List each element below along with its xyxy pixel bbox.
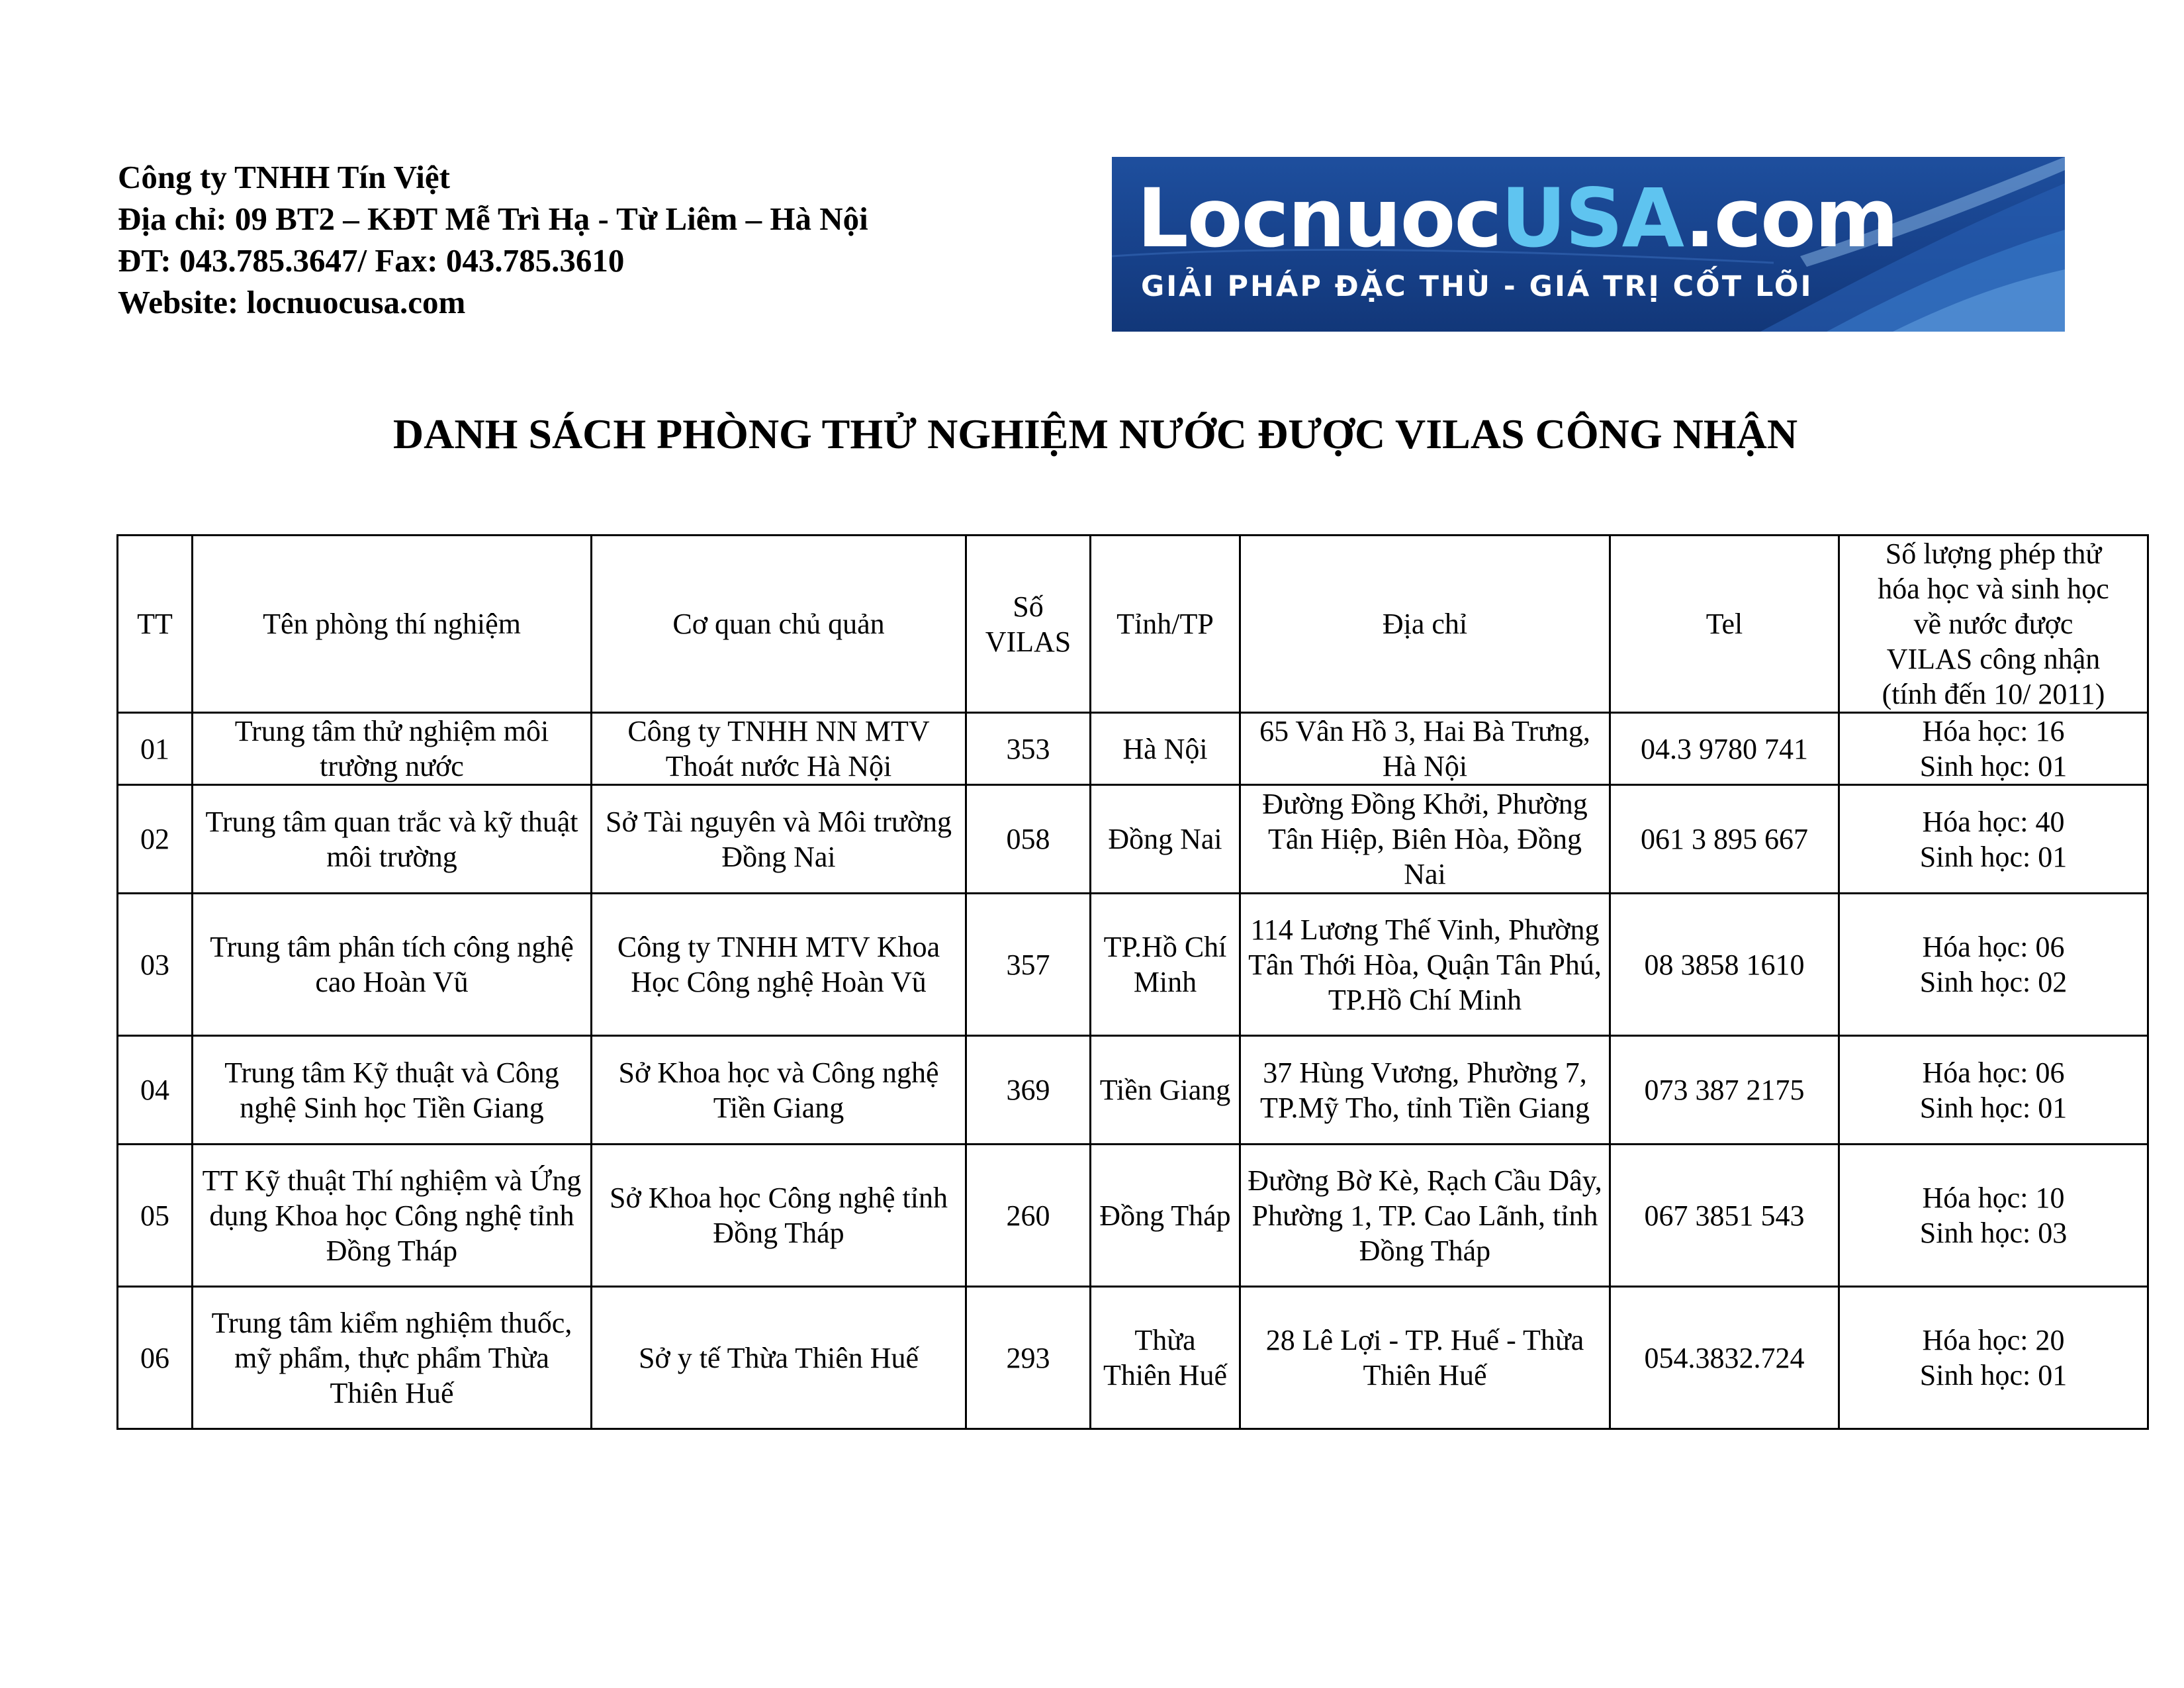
cell-agency: Sở Khoa học và Công nghệ Tiền Giang xyxy=(592,1036,966,1145)
cell-bio-count: Sinh học: 01 xyxy=(1919,750,2068,782)
cell-test-count xyxy=(1839,713,2148,785)
company-website: Website: locnuocusa.com xyxy=(118,284,466,320)
cell-vilas: 357 xyxy=(966,894,1091,1036)
cell-tt: 03 xyxy=(118,894,193,1036)
document-title: DANH SÁCH PHÒNG THỬ NGHIỆM NƯỚC ĐƯỢC VILAS CÔNG NHẬN xyxy=(392,410,1798,457)
cell-province: Thừa Thiên Huế xyxy=(1091,1287,1240,1429)
cell-bio-count: Sinh học: 01 xyxy=(1919,1091,2068,1124)
cell-province: Đồng Nai xyxy=(1091,785,1240,894)
cell-test-count xyxy=(1839,894,2148,1036)
cell-vilas: 260 xyxy=(966,1145,1091,1287)
cell-tt: 06 xyxy=(118,1287,193,1429)
cell-province: Tiền Giang xyxy=(1091,1036,1240,1145)
header-count-line-4: VILAS công nhận xyxy=(1886,643,2101,675)
header-vilas-number xyxy=(966,536,1091,713)
header-address: Địa chỉ xyxy=(1240,536,1610,713)
cell-vilas: 293 xyxy=(966,1287,1091,1429)
header-tt: TT xyxy=(118,536,193,713)
cell-tt: 04 xyxy=(118,1036,193,1145)
cell-bio-count: Sinh học: 02 xyxy=(1919,966,2068,998)
cell-agency: Công ty TNHH NN MTV Thoát nước Hà Nội xyxy=(592,713,966,785)
cell-tel: 061 3 895 667 xyxy=(1610,785,1839,894)
cell-vilas: 369 xyxy=(966,1036,1091,1145)
table-row xyxy=(118,785,2148,894)
table-row xyxy=(118,713,2148,785)
header-tel: Tel xyxy=(1610,536,1839,713)
header-vilas-line-2: VILAS xyxy=(985,625,1071,658)
company-phone-fax: ĐT: 043.785.3647/ Fax: 043.785.3610 xyxy=(118,242,625,279)
logo-tagline: GIẢI PHÁP ĐẶC THÙ - GIÁ TRỊ CỐT LÕI xyxy=(1141,270,1813,303)
cell-chem-count: Hóa học: 40 xyxy=(1922,805,2065,838)
cell-agency: Sở Tài nguyên và Môi trường Đồng Nai xyxy=(592,785,966,894)
cell-bio-count: Sinh học: 01 xyxy=(1919,1359,2068,1391)
cell-lab-name: Trung tâm thử nghiệm môi trường nước xyxy=(193,713,592,785)
cell-address: 28 Lê Lợi - TP. Huế - Thừa Thiên Huế xyxy=(1240,1287,1610,1429)
cell-test-count xyxy=(1839,1036,2148,1145)
table-header-row xyxy=(118,536,2148,713)
header-province: Tỉnh/TP xyxy=(1091,536,1240,713)
cell-lab-name: Trung tâm kiểm nghiệm thuốc, mỹ phẩm, thực phẩm Thừa Thiên Huế xyxy=(193,1287,592,1429)
logo-wordmark-locnuoc: Locnuoc xyxy=(1137,171,1501,265)
cell-tt: 01 xyxy=(118,713,193,785)
cell-tt: 02 xyxy=(118,785,193,894)
cell-address: 65 Vân Hồ 3, Hai Bà Trưng, Hà Nội xyxy=(1240,713,1610,785)
cell-lab-name: Trung tâm Kỹ thuật và Công nghệ Sinh học Tiền Giang xyxy=(193,1036,592,1145)
table-row xyxy=(118,1287,2148,1429)
header-count-line-2: hóa học và sinh học xyxy=(1878,573,2109,605)
cell-chem-count: Hóa học: 10 xyxy=(1922,1182,2065,1214)
cell-chem-count: Hóa học: 16 xyxy=(1922,715,2065,747)
cell-tt: 05 xyxy=(118,1145,193,1287)
cell-vilas: 353 xyxy=(966,713,1091,785)
cell-chem-count: Hóa học: 06 xyxy=(1922,931,2065,963)
cell-tel: 067 3851 543 xyxy=(1610,1145,1839,1287)
company-name: Công ty TNHH Tín Việt xyxy=(118,159,450,195)
cell-address: 37 Hùng Vương, Phường 7, TP.Mỹ Tho, tỉnh Tiền Giang xyxy=(1240,1036,1610,1145)
cell-bio-count: Sinh học: 03 xyxy=(1919,1217,2068,1249)
lab-table xyxy=(116,534,2149,1430)
cell-address: 114 Lương Thế Vinh, Phường Tân Thới Hòa, Quận Tân Phú, TP.Hồ Chí Minh xyxy=(1240,894,1610,1036)
cell-agency: Công ty TNHH MTV Khoa Học Công nghệ Hoàn Vũ xyxy=(592,894,966,1036)
cell-tel: 073 387 2175 xyxy=(1610,1036,1839,1145)
cell-chem-count: Hóa học: 06 xyxy=(1922,1056,2065,1089)
cell-agency: Sở Khoa học Công nghệ tỉnh Đồng Tháp xyxy=(592,1145,966,1287)
company-logo xyxy=(1112,157,2065,332)
header-vilas-line-1: Số xyxy=(1013,590,1044,623)
company-info xyxy=(118,156,1044,323)
cell-address: Đường Đồng Khởi, Phường Tân Hiệp, Biên Hòa, Đồng Nai xyxy=(1240,785,1610,894)
cell-lab-name: TT Kỹ thuật Thí nghiệm và Ứng dụng Khoa học Công nghệ tỉnh Đồng Tháp xyxy=(193,1145,592,1287)
cell-tel: 08 3858 1610 xyxy=(1610,894,1839,1036)
cell-test-count xyxy=(1839,785,2148,894)
logo-wordmark xyxy=(1137,169,1897,268)
cell-chem-count: Hóa học: 20 xyxy=(1922,1324,2065,1356)
cell-lab-name: Trung tâm quan trắc và kỹ thuật môi trường xyxy=(193,785,592,894)
cell-province: Đồng Tháp xyxy=(1091,1145,1240,1287)
header-lab-name: Tên phòng thí nghiệm xyxy=(193,536,592,713)
cell-vilas: 058 xyxy=(966,785,1091,894)
cell-test-count xyxy=(1839,1145,2148,1287)
cell-bio-count: Sinh học: 01 xyxy=(1919,840,2068,873)
logo-wordmark-usa: USA xyxy=(1500,171,1685,265)
cell-lab-name: Trung tâm phân tích công nghệ cao Hoàn Vũ xyxy=(193,894,592,1036)
cell-tel: 054.3832.724 xyxy=(1610,1287,1839,1429)
cell-test-count xyxy=(1839,1287,2148,1429)
header-agency: Cơ quan chủ quản xyxy=(592,536,966,713)
cell-address: Đường Bờ Kè, Rạch Cầu Dây, Phường 1, TP. Cao Lãnh, tỉnh Đồng Tháp xyxy=(1240,1145,1610,1287)
table-row xyxy=(118,1036,2148,1145)
header-count-line-3: về nước được xyxy=(1913,608,2073,640)
header-test-count xyxy=(1839,536,2148,713)
cell-agency: Sở y tế Thừa Thiên Huế xyxy=(592,1287,966,1429)
logo-wordmark-dotcom: .com xyxy=(1684,171,1897,265)
cell-province: TP.Hồ Chí Minh xyxy=(1091,894,1240,1036)
header-count-line-1: Số lượng phép thử xyxy=(1885,538,2102,570)
table-row xyxy=(118,1145,2148,1287)
cell-province: Hà Nội xyxy=(1091,713,1240,785)
header-count-line-5: (tính đến 10/ 2011) xyxy=(1882,678,2105,710)
company-address: Địa chỉ: 09 BT2 – KĐT Mễ Trì Hạ - Từ Liêm – Hà Nội xyxy=(118,201,868,237)
table-row xyxy=(118,894,2148,1036)
cell-tel: 04.3 9780 741 xyxy=(1610,713,1839,785)
